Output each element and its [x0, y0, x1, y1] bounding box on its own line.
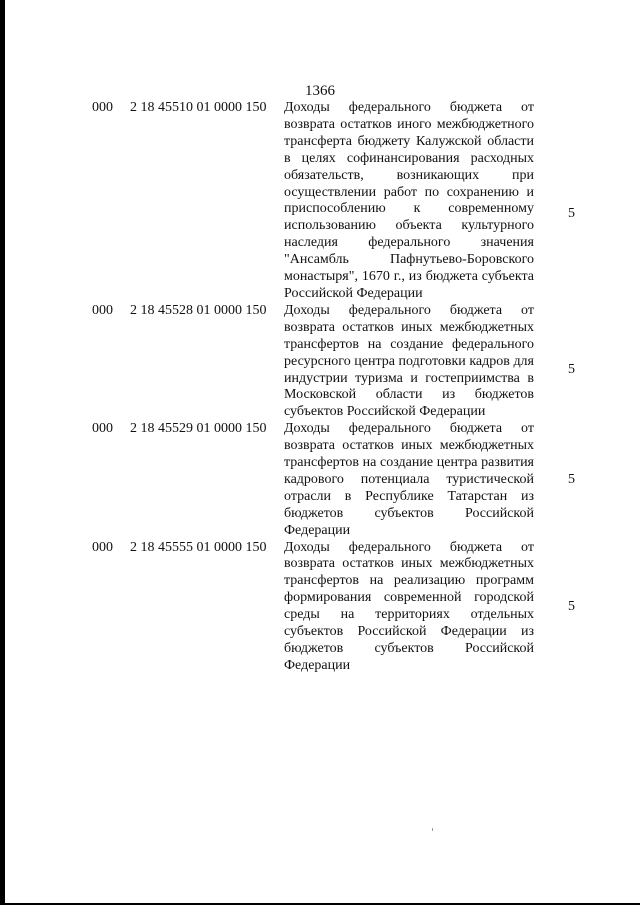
admin-code: 000: [92, 421, 113, 437]
rate-value: 5: [568, 472, 575, 488]
admin-code: 000: [92, 100, 113, 115]
admin-code: 000: [92, 539, 113, 555]
income-description: Доходы федерального бюджета от возврата остатков иных межбюджетных трансфертов на создание федерального ресурсного центра подготовки кадров для индустрии туризма и гостеприимства в Московской области из бюджетов субъектов Российской Федерации: [284, 302, 534, 420]
kbk-code: 2 18 45528 01 0000 150: [130, 302, 267, 318]
scan-speck: [432, 828, 433, 831]
budget-code-table: [0, 100, 640, 675]
table-row: [0, 540, 640, 675]
page-number: 1366: [305, 83, 335, 99]
table-row: [0, 303, 640, 421]
admin-code: 000: [92, 302, 113, 318]
rate-value: 5: [568, 206, 575, 221]
kbk-code: 2 18 45529 01 0000 150: [130, 421, 267, 437]
kbk-code: 2 18 45555 01 0000 150: [130, 539, 267, 555]
table-row: [0, 100, 640, 303]
table-row: [0, 421, 640, 539]
income-description: Доходы федерального бюджета от возврата остатков иных межбюджетных трансфертов на создание центра развития кадрового потенциала туристической отрасли в Республике Татарстан из бюджетов субъектов Российской Федерации: [284, 421, 534, 538]
rate-value: 5: [568, 598, 575, 614]
rate-value: 5: [568, 361, 575, 377]
income-description: Доходы федерального бюджета от возврата остатков иного межбюджетного трансферта бюджету Калужской области в целях софинансирования расходных обязательств, возникающих при осуществлении работ по сохранению и приспособлению к современному использованию объекта культурного наследия федерального значения "Ансамбль Пафнутьево-Боровского монастыря", 1670 г., из бюджета субъекта Российской Федерации: [284, 100, 534, 301]
kbk-code: 2 18 45510 01 0000 150: [130, 100, 267, 115]
income-description: Доходы федерального бюджета от возврата остатков иных межбюджетных трансфертов на реализацию программ формирования современной городской среды на территориях отдельных субъектов Российской Федерации из бюджетов субъектов Российской Федерации: [284, 539, 534, 673]
